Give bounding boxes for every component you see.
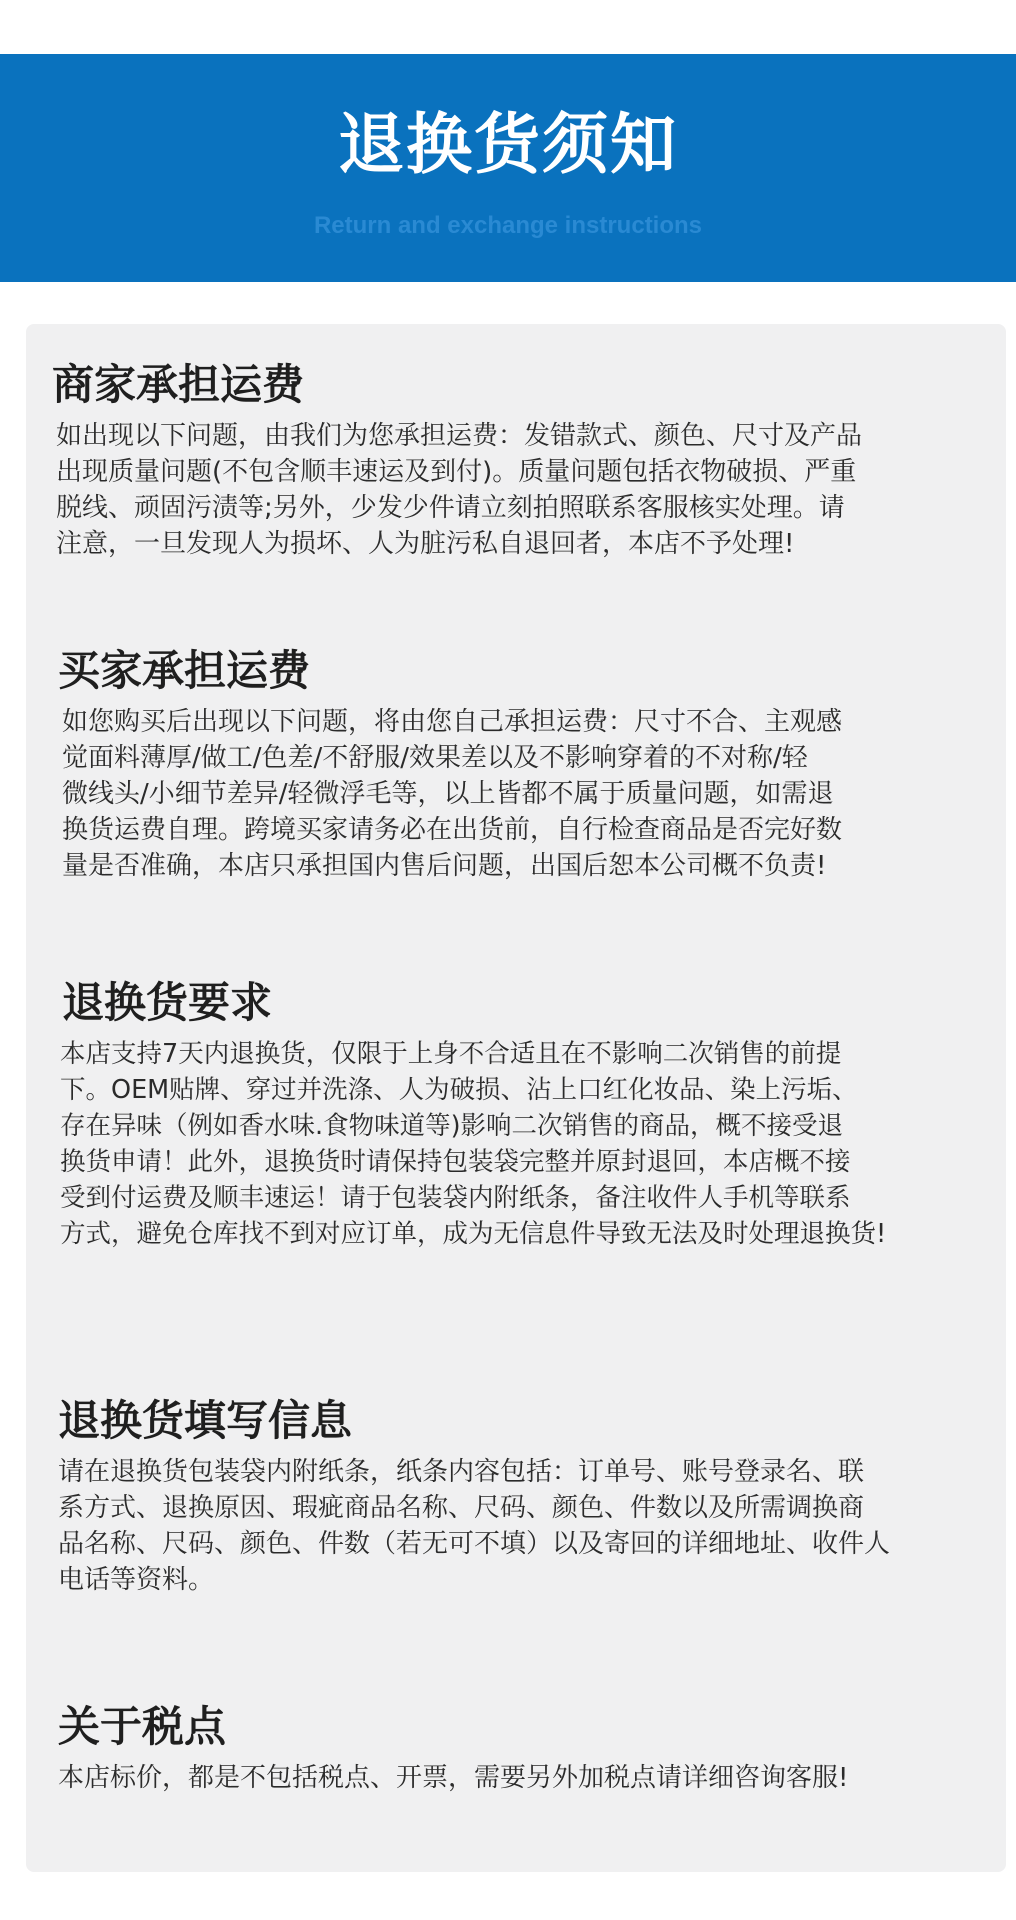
section-body: 本店支持7天内退换货，仅限于上身不合适且在不影响二次销售的前提 下。OEM贴牌、穿过并洗涤、人为破损、沾上口红化妆品、染上污垢、 存在异味（例如香水味.食物味道等)影响二次销售的商品，概不接受退 换货申请！此外，退换货时请保持包装袋完整并原封退回，本店概不接 受到付运费及顺丰速运！请于包装袋内附纸条，备注收件人手机等联系 方式，避免仓库找不到对应订单，成为无信息件导致无法及时处理退换货! <box>60 1039 887 1249</box>
section-body: 如出现以下问题，由我们为您承担运费：发错款式、颜色、尺寸及产品 出现质量问题(不包含顺丰速运及到付)。质量问题包括衣物破损、严重 脱线、顽固污渍等;另外，少发少件请立刻拍照联系客服核实处理。请 注意，一旦发现人为损坏、人为脏污私自退回者，本店不予处理! <box>56 421 863 559</box>
section-heading: 关于税点 <box>58 1702 227 1751</box>
section-body: 本店标价，都是不包括税点、开票，需要另外加税点请详细咨询客服! <box>58 1763 849 1793</box>
section-heading: 退换货要求 <box>62 978 273 1027</box>
section-seller-pays-shipping <box>52 360 992 562</box>
section-tax <box>58 1702 1002 1796</box>
section-heading: 买家承担运费 <box>58 646 311 695</box>
section-buyer-pays-shipping <box>58 646 998 884</box>
content-card <box>26 324 1006 1872</box>
section-heading: 退换货填写信息 <box>58 1396 353 1445</box>
section-body: 请在退换货包装袋内附纸条，纸条内容包括：订单号、账号登录名、联 系方式、退换原因、瑕疵商品名称、尺码、颜色、件数以及所需调换商 品名称、尺码、颜色、件数（若无可不填）以及寄回的详细地址、收件人 电话等资料。 <box>58 1457 891 1595</box>
section-heading: 商家承担运费 <box>52 360 305 409</box>
page-subtitle: Return and exchange instructions <box>313 212 703 239</box>
section-return-info <box>58 1396 1002 1598</box>
section-return-requirements <box>60 978 1006 1252</box>
header-banner <box>0 54 1016 282</box>
section-body: 如您购买后出现以下问题，将由您自己承担运费：尺寸不合、主观感 觉面料薄厚/做工/色差/不舒服/效果差以及不影响穿着的不对称/轻 微线头/小细节差异/轻微浮毛等，以上皆都不属于质量问题，如需退 换货运费自理。跨境买家请务必在出货前，自行检查商品是否完好数 量是否准确，本店只承担国内售后问题，出国后恕本公司概不负责! <box>62 707 843 881</box>
page-title: 退换货须知 <box>338 106 678 183</box>
